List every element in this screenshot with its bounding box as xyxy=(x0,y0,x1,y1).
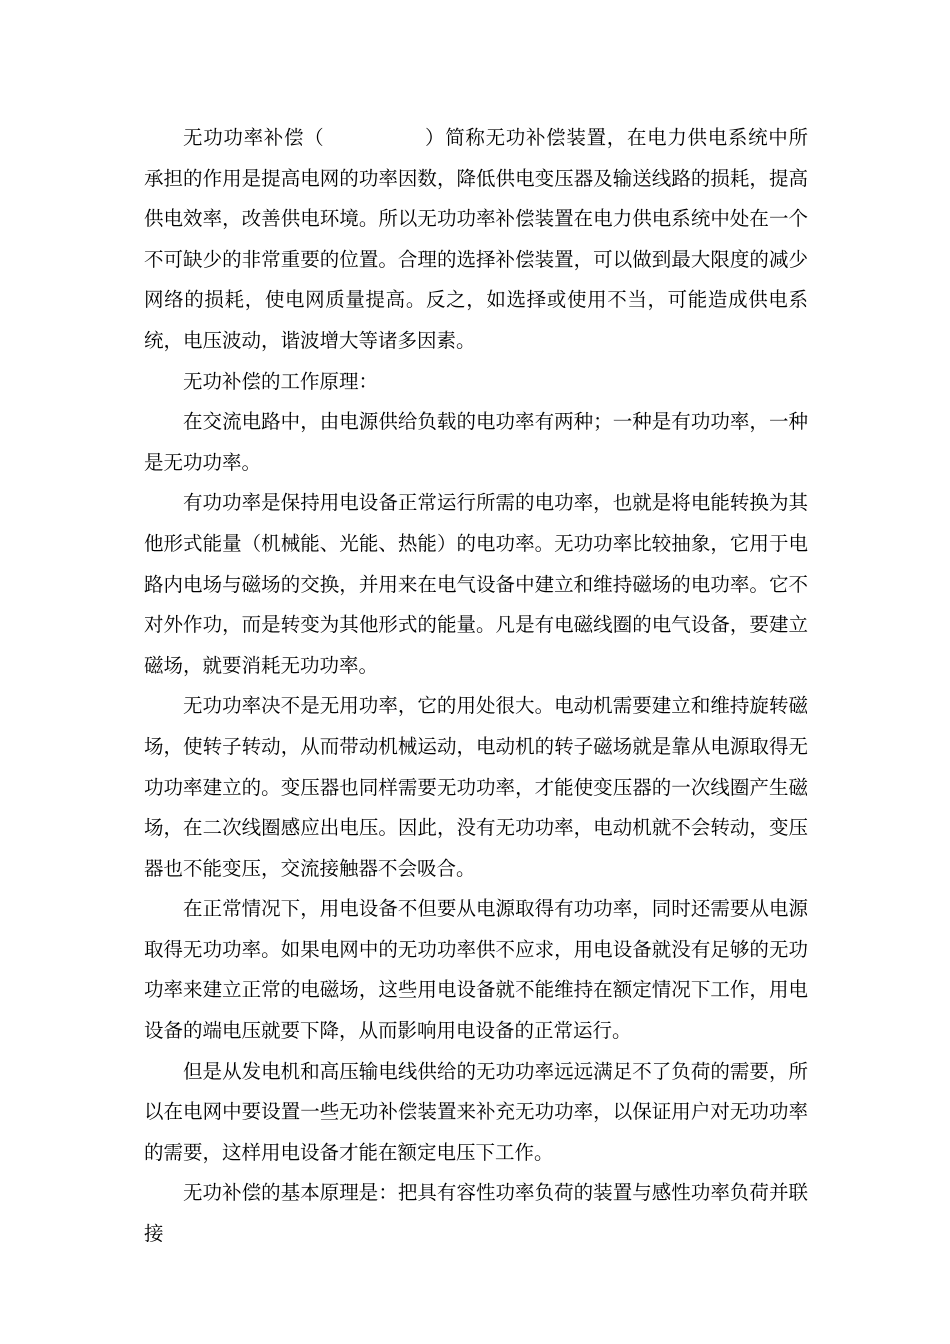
paragraph-active-power: 有功功率是保持用电设备正常运行所需的电功率，也就是将电能转换为其他形式能量（机械能、光能、热能）的电功率。无功功率比较抽象，它用于电路内电场与磁场的交换，并用来在电气设备中建立和维持磁场的电功率。它不对外作功，而是转变为其他形式的能量。凡是有电磁线圈的电气设备，要建立磁场，就要消耗无功功率。 xyxy=(144,491,808,677)
paragraph-normal-conditions: 在正常情况下，用电设备不但要从电源取得有功功率，同时还需要从电源取得无功功率。如果电网中的无功功率供不应求，用电设备就没有足够的无功功率来建立正常的电磁场，这些用电设备就不能维持在额定情况下工作，用电设备的端电压就要下降，从而影响用电设备的正常运行。 xyxy=(144,897,808,1043)
intro-rest-text: ）简称无功补偿装置，在电力供电系统中所承担的作用是提高电网的功率因数，降低供电变压器及输送线路的损耗，提高供电效率，改善供电环境。所以无功功率补偿装置在电力供电系统中处在一个不可缺少的非常重要的位置。合理的选择补偿装置，可以做到最大限度的减少网络的损耗，使电网质量提高。反之，如选择或使用不当，可能造成供电系统，电压波动，谐波增大等诸多因素。 xyxy=(144,126,808,352)
paragraph-heading-principle: 无功补偿的工作原理： xyxy=(183,369,379,393)
paragraph-reactive-use: 无功功率决不是无用功率，它的用处很大。电动机需要建立和维持旋转磁场，使转子转动，从而带动机械运动，电动机的转子磁场就是靠从电源取得无功功率建立的。变压器也同样需要无功功率，才能使变压器的一次线圈产生磁场，在二次线圈感应出电压。因此，没有无功功率，电动机就不会转动，变压器也不能变压，交流接触器不会吸合。 xyxy=(144,694,808,880)
paragraph-ac-power: 在交流电路中，由电源供给负载的电功率有两种；一种是有功功率，一种是无功功率。 xyxy=(144,410,808,474)
intro-lead-text: 无功功率补偿（ xyxy=(183,126,325,149)
paragraph-basic-principle: 无功补偿的基本原理是：把具有容性功率负荷的装置与感性功率负荷并联接 xyxy=(144,1181,808,1246)
document-body xyxy=(144,118,808,1255)
paragraph-intro xyxy=(144,118,808,362)
paragraph-compensation-need: 但是从发电机和高压输电线供给的无功功率远远满足不了负荷的需要，所以在电网中要设置一些无功补偿装置来补充无功功率，以保证用户对无功功率的需要，这样用电设备才能在额定电压下工作。 xyxy=(144,1059,808,1164)
